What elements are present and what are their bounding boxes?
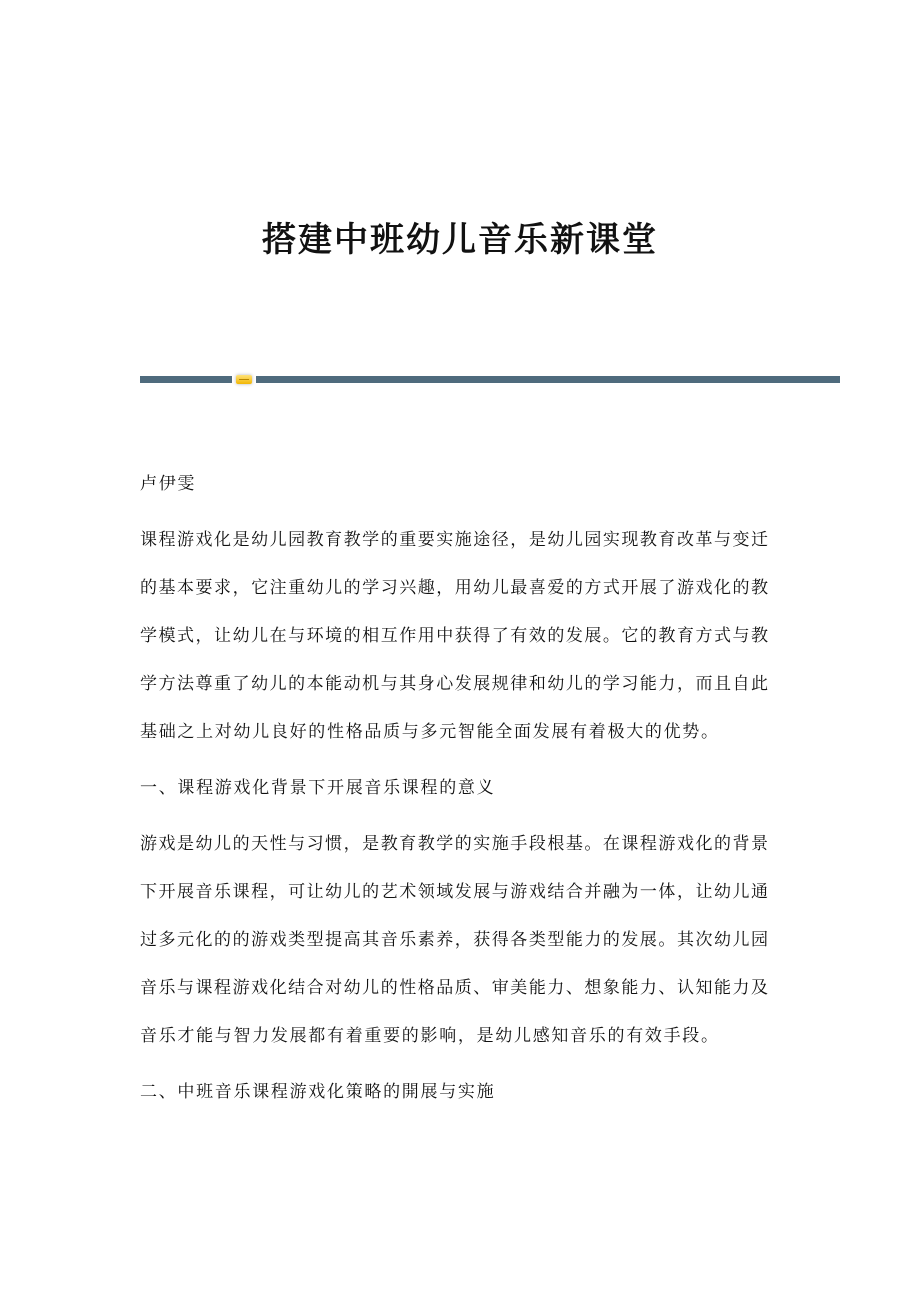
section-heading-1: 一、课程游戏化背景下开展音乐课程的意义 [140,778,496,798]
paragraph-line: 学方法尊重了幼儿的本能动机与其身心发展规律和幼儿的学习能力，而且自此 [140,674,768,694]
document-title: 搭建中班幼儿音乐新课堂 [262,220,658,260]
divider-bar-left [140,376,232,383]
title-divider [140,375,840,384]
divider-gem-icon [236,375,252,384]
paragraph-line: 过多元化的的游戏类型提高其音乐素养，获得各类型能力的发展。其次幼儿园 [140,930,768,950]
section-heading-2: 二、中班音乐课程游戏化策略的開展与实施 [140,1082,496,1102]
divider-bar-right [256,376,840,383]
paragraph-line: 学模式，让幼儿在与环境的相互作用中获得了有效的发展。它的教育方式与教 [140,626,768,646]
paragraph-line: 游戏是幼儿的天性与习惯，是教育教学的实施手段根基。在课程游戏化的背景 [140,834,768,854]
paragraph-line: 的基本要求，它注重幼儿的学习兴趣，用幼儿最喜爱的方式开展了游戏化的教 [140,578,768,598]
author-name: 卢伊雯 [140,474,197,494]
paragraph-line: 下开展音乐课程，可让幼儿的艺术领域发展与游戏结合并融为一体，让幼儿通 [140,882,768,902]
paragraph-line: 基础之上对幼儿良好的性格品质与多元智能全面发展有着极大的优势。 [140,722,720,742]
paragraph-line: 音乐才能与智力发展都有着重要的影响，是幼儿感知音乐的有效手段。 [140,1026,720,1046]
paragraph-line: 音乐与课程游戏化结合对幼儿的性格品质、审美能力、想象能力、认知能力及 [140,978,768,998]
paragraph-line: 课程游戏化是幼儿园教育教学的重要实施途径，是幼儿园实现教育改革与变迁 [140,530,768,550]
